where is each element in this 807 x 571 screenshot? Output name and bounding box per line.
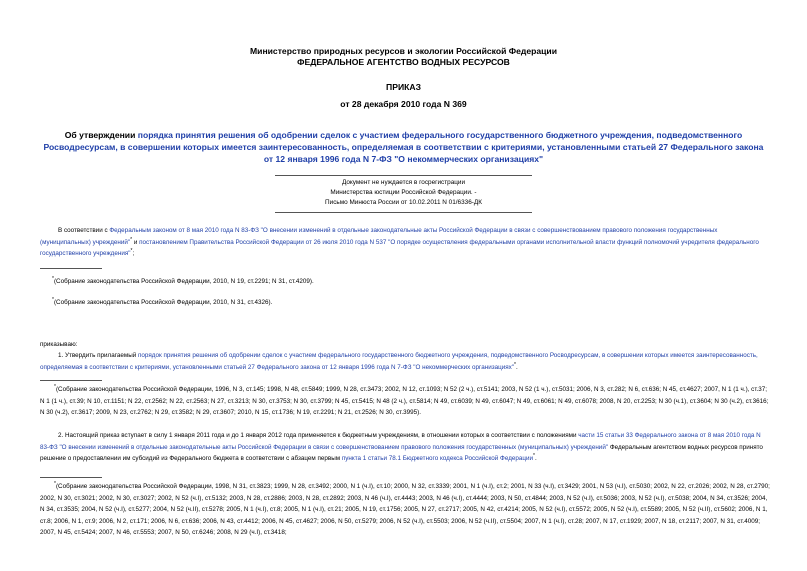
document-date-number: от 28 декабря 2010 года N 369 [340, 99, 467, 109]
footnote-1-text: (Собрание законодательства Российской Федерации, 2010, N 19, ст.2291; N 31, ст.4209). [53, 278, 314, 285]
link-approved-procedure[interactable]: порядок принятия решения об одобрении сделок с участием федерального государственного бюджетного учреждения, подведомственного Росводресурсам, в совершении которых имеется заинтересованность, определяемая в соответствии с критериями, установленными статьей 27 Федерального закона от 12 января 1996 года N 7-ФЗ "О некоммерческих организациях" [40, 352, 758, 371]
notice-top-rule [275, 175, 532, 176]
order-word: приказываю: [40, 341, 78, 348]
link-article-33-part-15[interactable]: части 15 статьи 33 Федерального закона от 8 мая 2010 года N 83-ФЗ "О внесении изменений в отдельные законодательные акты Российской Федерации в связи с совершенствованием правового положения государственных (муниципальных) учреждений" [40, 432, 761, 451]
preamble-lead: В соответствии с [58, 227, 110, 234]
notice-line-3: Письмо Минюста России от 10.02.2011 N 01/6336-ДК [325, 199, 482, 206]
footnote-mark: * [514, 361, 516, 368]
footnote-mark: * [52, 296, 54, 303]
document-title [40, 129, 767, 165]
item-1-paragraph [40, 350, 770, 373]
footnote-2-text: (Собрание законодательства Российской Федерации, 2010, N 31, ст.4326). [53, 299, 273, 306]
footnote-mark: * [52, 275, 54, 282]
preamble-end: ; [132, 250, 135, 257]
footnote-separator [40, 268, 102, 269]
ministry-name: Министерство природных ресурсов и экологии Российской Федерации [250, 46, 557, 56]
notice-bottom-rule [275, 212, 532, 213]
item-2-mid: Федеральным агентством водных ресурсов принято решение о предоставлении им субсидий из Федерального бюджета в соответствии с абзацем первым [40, 443, 763, 462]
footnote-1 [52, 276, 772, 288]
link-budget-code-78-1[interactable]: пункта 1 статьи 78.1 Бюджетного кодекса Российской Федерации [341, 455, 534, 462]
title-link-procedure[interactable]: порядка принятия решения об одобрении сделок с участием федерального государственного бюджетного учреждения, подведомственного Росводресурсам, в совершении которых имеется заинтересованность, определяемая в соответствии с критериями, установленными статьей 27 Федерального закона от 12 января 1996 года N 7-ФЗ "О некоммерческих организациях" [43, 130, 764, 164]
item-1-end: . [515, 363, 518, 371]
footnote-3-text: (Собрание законодательства Российской Федерации, 1996, N 3, ст.145; 1998, N 48, ст.5849; 1999, N 28, ст.3473; 2002, N 12, ст.1093; N 52 (2 ч.), ст.5141; 2003, N 52 (1 ч.), ст.5031; 2006, N 3, ст.282; N 6, ст.636; N 45, ст.4627; 2007, N 1 (1 ч.), ст.37; N 1 (1 ч.), ст.39; N 10, ст.1151; N 22, ст.2562; N 22, ст.2563; N 27, ст.3213; N 30, ст.3753; N 30, ст.3799; N 45, ст.5415; N 48 (2 ч.), ст.5814; N 49, ст.6039; N 49, ст.6047; N 49, ст.6061; N 49, ст.6078; 2008, N 20, ст.2253; N 30 (ч.1), ст.3604; N 30 (ч.2), ст.3616; N 30 (ч.2), ст.3617; 2009, N 23, ст.2762; N 29, ст.3582; N 29, ст.3607; 2010, N 15, ст.1736; N 19, ст.2291; N 21, ст.2526; N 30, ст.3995). [40, 386, 769, 416]
footnote-2 [52, 297, 772, 309]
footnote-4-text: (Собрание законодательства Российской Федерации, 1998, N 31, ст.3823; 1999, N 28, ст.3492; 2000, N 1 (ч.I), ст.10; 2000, N 32, ст.3339; 2001, N 1 (ч.I), ст.2; 2001, N 33 (ч.I), ст.3429; 2001, N 53 (ч.I), ст.5030; 2002, N 22, ст.2026; 2002, N 28, ст.2790; 2002, N 30, ст.3021; 2002, N 30, ст.3027; 2002, N 52 (ч.I), ст.5132; 2003, N 28, ст.2886; 2003, N 28, ст.2892; 2003, N 46 (ч.I), ст.4443; 2003, N 46 (ч.I), ст.4444; 2003, N 50, ст.4844; 2003, N 52 (ч.I), ст.5036; 2003, N 52 (ч.I), ст.5038; 2004, N 34, ст.3526; 2004, N 34, ст.3535; 2004, N 52 (ч.I), ст.5277; 2004, N 52 (ч.II), ст.5278; 2005, N 1 (ч.I), ст.8; 2005, N 1 (ч.I), ст.21; 2005, N 19, ст.1756; 2005, N 27, ст.2717; 2005, N 42, ст.4214; 2005, N 52 (ч.I), ст.5572; 2005, N 52 (ч.I), ст.5589; 2005, N 52 (ч.II), ст.5602; 2006, N 1, ст.8; 2006, N 1, ст.9; 2006, N 2, ст.171; 2006, N 6, ст.636; 2006, N 43, ст.4412; 2006, N 45, ст.4627; 2006, N 50, ст.5279; 2006, N 52 (ч.I), ст.5503; 2006, N 52 (ч.II), ст.5504; 2007, N 1 (ч.I), ст.28; 2007, N 17, ст.1929; 2007, N 18, ст.2117; 2007, N 31, ст.4009; 2007, N 45, ст.5424; 2007, N 46, ст.5553; 2007, N 50, ст.6246; 2008, N 29 (ч.I), ст.3418; [40, 483, 770, 536]
agency-name: ФЕДЕРАЛЬНОЕ АГЕНТСТВО ВОДНЫХ РЕСУРСОВ [297, 57, 510, 67]
link-government-resolution-537[interactable]: постановлением Правительства Российской Федерации от 26 июля 2010 года N 537 "О порядке осуществления федеральными органами исполнительной власти функций полномочий учредителя федерального государственного учреждения" [40, 238, 759, 257]
title-prefix: Об утверждении [64, 130, 136, 140]
footnote-3 [40, 384, 770, 419]
footnote-mark: * [130, 247, 133, 254]
notice-line-2: Министерства юстиции Российской Федерации. - [330, 189, 477, 196]
preamble-paragraph [40, 225, 770, 260]
footnote-mark: * [130, 236, 133, 243]
footnote-separator [40, 477, 102, 478]
link-federal-law-83[interactable]: Федеральным законом от 8 мая 2010 года N 83-ФЗ "О внесении изменений в отдельные законодательные акты Российской Федерации в связи с совершенствованием правового положения государственных (муниципальных) учреждений" [40, 227, 718, 246]
item-2-end: . [534, 455, 537, 462]
footnote-4 [40, 481, 770, 539]
preamble-mid: и [132, 238, 140, 246]
item-1-lead: 1. Утвердить прилагаемый [58, 352, 139, 359]
footnote-mark: * [54, 480, 56, 487]
footnote-mark: * [533, 452, 535, 459]
notice-line-1: Документ не нуждается в госрегистрации [341, 179, 466, 186]
footnote-separator [40, 380, 102, 381]
footnote-mark: * [54, 383, 56, 390]
document-type: ПРИКАЗ [386, 82, 421, 92]
item-2-paragraph [40, 430, 770, 465]
item-2-lead: 2. Настоящий приказ вступает в силу 1 января 2011 года и до 1 января 2012 года применяется к бюджетным учреждениям, в отношении которых в соответствии с положениями [58, 432, 579, 439]
